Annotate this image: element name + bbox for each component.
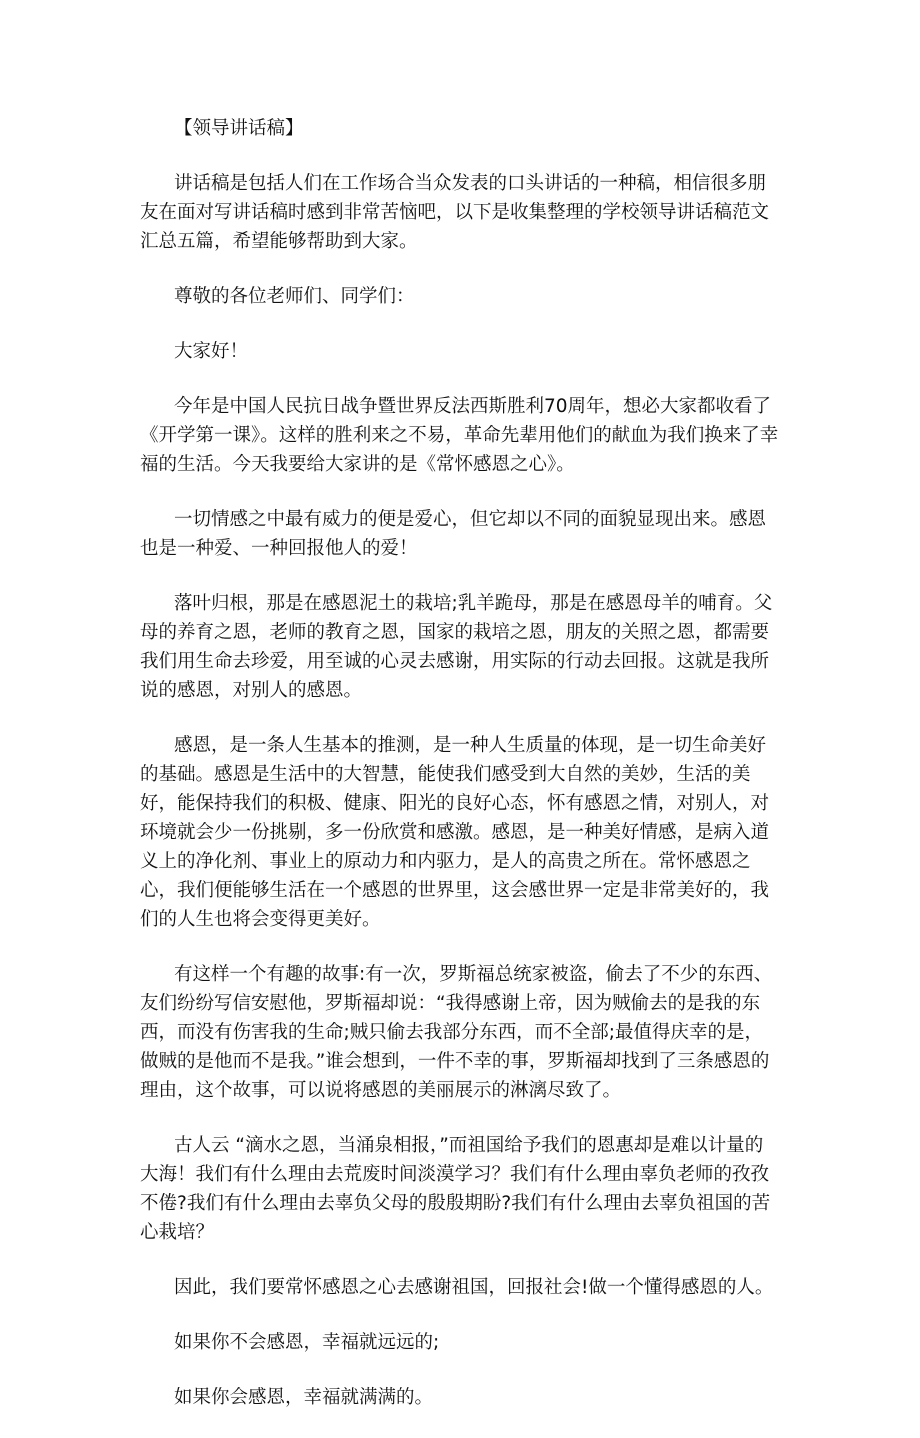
- body-paragraph: 因此，我们要常怀感恩之心去感谢祖国，回报社会!做一个懂得感恩的人。: [174, 1277, 774, 1298]
- body-paragraph: 有这样一个有趣的故事:有一次，罗斯福总统家被盗，偷去了不少的东西、友们纷纷写信安慰他，罗斯福却说：“我得感谢上帝，因为贼偷去的是我的东西，而没有伤害我的生命;贼只偷去我部分东西，而不全部;最值得庆幸的是，做贼的是他而不是我。”谁会想到，一件不幸的事，罗斯福却找到了三条感恩的理由，这个故事，可以说将感恩的美丽展示的淋漓尽致了。: [140, 964, 773, 1101]
- body-paragraph: 感恩，是一条人生基本的推测，是一种人生质量的体现，是一切生命美好的基础。感恩是生活中的大智慧，能使我们感受到大自然的美妙，生活的美好，能保持我们的积极、健康、阳光的良好心态，怀有感恩之情，对别人，对环境就会少一份挑剔，多一份欣赏和感激。感恩，是一种美好情感，是病入道义上的净化剂、事业上的原动力和内驱力，是人的高贵之所在。常怀感恩之心，我们便能够生活在一个感恩的世界里，这会感世界一定是非常美好的，我们的人生也将会变得更美好。: [140, 735, 770, 930]
- salutation: 尊敬的各位老师们、同学们：: [174, 286, 415, 307]
- greeting: 大家好！: [174, 341, 249, 362]
- body-paragraph: 今年是中国人民抗日战争暨世界反法西斯胜利70周年，想必大家都收看了《开学第一课》。这样的胜利来之不易，革命先辈用他们的献血为我们换来了幸福的生活。今天我要给大家讲的是《常怀感恩之心》。: [140, 396, 779, 475]
- body-paragraph: 落叶归根，那是在感恩泥土的栽培;乳羊跪母，那是在感恩母羊的哺育。父母的养育之恩，老师的教育之恩，国家的栽培之恩，朋友的关照之恩，都需要我们用生命去珍爱，用至诚的心灵去感谢，用实际的行动去回报。这就是我所说的感恩，对别人的感恩。: [140, 593, 773, 701]
- closing-line: 如果你会感恩，幸福就满满的。: [174, 1387, 434, 1408]
- intro-paragraph: 讲话稿是包括人们在工作场合当众发表的口头讲话的一种稿，相信很多朋友在面对写讲话稿时感到非常苦恼吧，以下是收集整理的学校领导讲话稿范文汇总五篇，希望能够帮助到大家。: [140, 173, 770, 252]
- document-heading: 【领导讲话稿】: [174, 118, 304, 139]
- document-body: [140, 114, 780, 1438]
- closing-line: 如果你不会感恩，幸福就远远的;: [174, 1332, 440, 1353]
- body-paragraph: 古人云 “滴水之恩，当涌泉相报，”而祖国给予我们的恩惠却是难以计量的大海！我们有什么理由去荒废时间淡漠学习？我们有什么理由辜负老师的孜孜不倦?我们有什么理由去辜负父母的殷殷期盼?我们有什么理由去辜负祖国的苦心栽培？: [140, 1135, 771, 1243]
- body-paragraph: 一切情感之中最有威力的便是爱心，但它却以不同的面貌显现出来。感恩也是一种爱、一种回报他人的爱！: [140, 509, 767, 559]
